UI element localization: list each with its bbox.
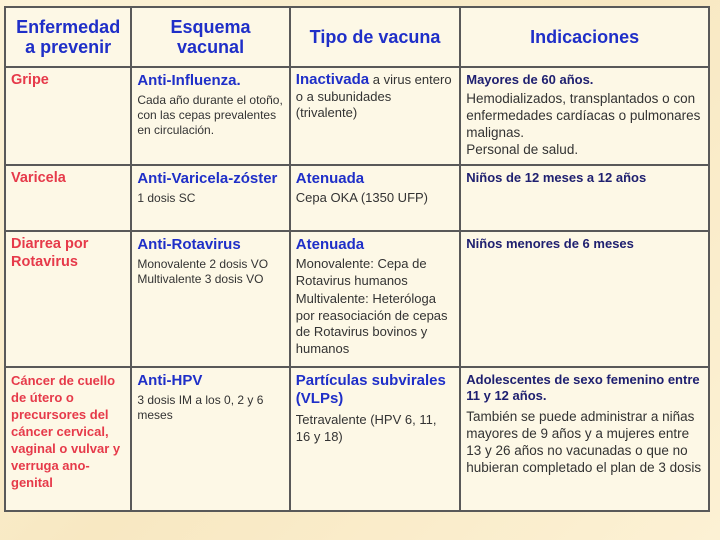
vaccine-name: Anti-HPV (137, 372, 203, 389)
type-cell (291, 368, 459, 510)
vaccine-name: Anti-Varicela-zóster (137, 170, 278, 187)
indication-main: Niños de 12 meses a 12 años (466, 170, 647, 185)
disease-name: Cáncer de cuello de útero o precursores del cáncer cervical, vaginal o vulvar y verruga ano-genital (11, 373, 121, 490)
schedule-cell (132, 232, 288, 366)
table-row (6, 68, 708, 164)
disease-cell (6, 232, 130, 366)
schedule-line: Monovalente 2 dosis VO (137, 257, 269, 271)
schedule-cell (132, 166, 288, 230)
schedule-line: 1 dosis SC (137, 191, 196, 205)
indication-line: Personal de salud. (466, 142, 579, 157)
disease-cell (6, 368, 130, 510)
indications-cell (461, 232, 708, 366)
type-name: Inactivada (295, 71, 370, 88)
table-row (6, 166, 708, 230)
schedule-cell (132, 68, 288, 164)
indications-cell (461, 166, 708, 230)
type-detail: Tetravalente (HPV 6, 11, 16 y 18) (295, 412, 437, 444)
header-disease: Enfermedad a prevenir (6, 8, 130, 66)
vaccine-name: Anti-Rotavirus (137, 236, 241, 253)
schedule-line: 3 dosis IM a los 0, 2 y 6 meses (137, 393, 264, 422)
indications-cell (461, 368, 708, 510)
type-cell (291, 232, 459, 366)
schedule-line: Multivalente 3 dosis VO (137, 272, 264, 286)
indication-main: Niños menores de 6 meses (466, 236, 634, 251)
vaccine-name: Anti-Influenza. (137, 72, 241, 89)
type-detail: Multivalente: Heteróloga por reasociación de cepas de Rotavirus bovinos y humanos (295, 291, 448, 356)
type-cell (291, 166, 459, 230)
type-cell (291, 68, 459, 164)
indication-line: También se puede administrar a niñas mayores de 9 años y a mujeres entre 13 y 26 años no vacunadas o que no hubieran completado el plan de 3 dosis (466, 409, 702, 475)
type-text (296, 72, 454, 122)
disease-name: Gripe (11, 72, 49, 88)
header-type: Tipo de vacuna (291, 8, 459, 66)
type-detail: Monovalente: Cepa de Rotavirus humanos (295, 256, 427, 288)
type-name: Atenuada (295, 236, 365, 253)
type-detail: Cepa OKA (1350 UFP) (295, 190, 429, 205)
indication-main: Mayores de 60 años. (466, 72, 594, 87)
header-schedule: Esquema vacunal (132, 8, 288, 66)
disease-cell (6, 166, 130, 230)
table-row (6, 368, 708, 510)
disease-name: Diarrea por Rotavirus (11, 236, 89, 270)
header-indications: Indicaciones (461, 8, 708, 66)
schedule-line: Cada año durante el otoño, con las cepas prevalentes en circulación. (137, 93, 283, 137)
type-name: Partículas subvirales (VLPs) (295, 372, 446, 407)
type-inline-detail: a virus entero o a subunidades (trivalente) (295, 72, 452, 120)
indication-main: Adolescentes de sexo femenino entre 11 y 12 años. (466, 372, 700, 403)
indications-cell (461, 68, 708, 164)
disease-cell (6, 68, 130, 164)
vaccination-table (4, 6, 710, 512)
type-name: Atenuada (295, 170, 365, 187)
disease-name: Varicela (11, 170, 66, 186)
header-row (6, 8, 708, 66)
table-row (6, 232, 708, 366)
schedule-cell (132, 368, 288, 510)
indication-line: Hemodializados, transplantados o con enfermedades cardíacas o pulmonares malignas. (466, 91, 701, 140)
